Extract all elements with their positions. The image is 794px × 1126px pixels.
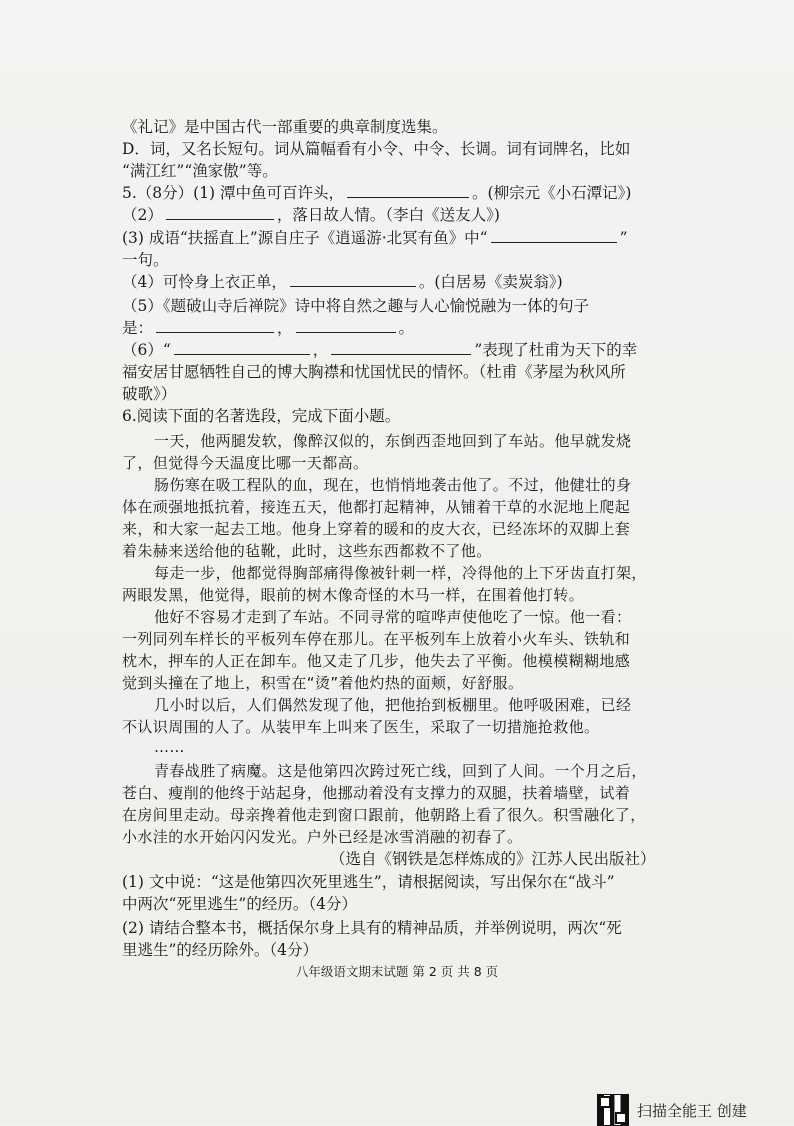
text-line: （5）《题破山寺后禅院》诗中将自然之趣与人心愉悦融为一体的句子 (122, 297, 590, 315)
question-6-1: (1) 文中说：“这是他第四次死里逃生”，请根据阅读，写出保尔在“战斗” (122, 873, 615, 891)
question-6-2: (2) 请结合整本书，概括保尔身上具有的精神品质，并举例说明，两次“死 (122, 919, 622, 937)
passage-line: 枕木，押车的人正在卸车。他又走了几步，他失去了平衡。他模模糊糊地感 (122, 652, 631, 670)
q5-5-period: 。 (398, 319, 415, 337)
question-5-2 (122, 204, 500, 226)
answer-blank[interactable] (156, 317, 274, 333)
passage-line: 一列同列车样长的平板列车停在那儿。在平板列车上放着小火车头、铁轨和 (122, 630, 631, 648)
passage-line: 在房间里走动。母亲搀着他走到窗口跟前，他朝路上看了很久。积雪融化了， (122, 806, 646, 824)
q5-3-quote-end: ” (619, 229, 628, 247)
q5-6-text: ”表现了杜甫为天下的幸 (474, 341, 638, 359)
text-line: 一句。 (122, 251, 169, 269)
q5-5-comma: ， (277, 319, 293, 337)
q5-2-num: （2） (122, 206, 163, 224)
text-line: 破歌》） (122, 385, 177, 403)
text-line: “满江红”“渔家傲”等。 (122, 162, 278, 180)
question-5-6 (122, 339, 637, 361)
scanner-watermark: 扫描全能王 创建 (637, 1102, 747, 1120)
text-line: 《礼记》是中国古代一部重要的典章制度选集。 (122, 118, 448, 136)
passage-line: 两眼发黑，他觉得，眼前的树木像奇怪的木马一样，在围着他打转。 (122, 586, 585, 604)
passage-line: 肠伤寒在吸工程队的血，现在，也悄悄地袭击他了。不过，他健壮的身 (154, 476, 632, 494)
q5-1-source: 。(柳宗元《小石潭记》) (472, 184, 632, 202)
question-5-3 (122, 227, 628, 249)
answer-blank[interactable] (491, 227, 617, 243)
q5-2-text: ，落日故人情。（李白《送友人》) (276, 206, 500, 224)
q5-1-text: 5.（8分）(1) 潭中鱼可百许头， (122, 184, 345, 202)
answer-blank[interactable] (331, 339, 471, 355)
answer-blank[interactable] (296, 317, 396, 333)
answer-blank[interactable] (166, 204, 274, 220)
page-footer: 八年级语文期末试题 第 2 页 共 8 页 (295, 964, 499, 979)
question-5-5 (122, 317, 414, 339)
passage-line: 他好不容易才走到了车站。不同寻常的喧哗声使他吃了一惊。他一看： (154, 608, 632, 626)
question-6-1-cont: 中两次“死里逃生”的经历。（4分） (122, 895, 357, 913)
q5-4-source: 。(白居易《卖炭翁》) (418, 273, 563, 291)
passage-line: 着朱赫来送给他的毡靴，此时，这些东西都救不了他。 (122, 542, 492, 560)
passage-line: 苍白、瘦削的他终于站起身，他挪动着没有支撑力的双腿，扶着墙壁，试着 (122, 784, 631, 802)
passage-ellipsis: …… (154, 738, 185, 756)
passage-line: 不认识周围的人了。从装甲车上叫来了医生，采取了一切措施抢救他。 (122, 718, 600, 736)
question-6-heading: 6.阅读下面的名著选段，完成下面小题。 (122, 407, 401, 425)
q5-5-label: 是： (122, 319, 154, 337)
passage-line: 几小时以后，人们偶然发现了他，把他抬到板棚里。他呼吸困难，已经 (154, 696, 632, 714)
passage-source: （选自《钢铁是怎样炼成的》江苏人民出版社） (330, 850, 656, 868)
q5-6-num: （6）“ (122, 341, 171, 359)
passage-line: 小水洼的水开始闪闪发光。户外已经是冰雪消融的初春了。 (122, 828, 523, 846)
passage-line: 了，但觉得今天温度比哪一天都高。 (122, 454, 369, 472)
passage-line: 一天，他两腿发软，像醉汉似的，东倒西歪地回到了车站。他早就发烧 (154, 432, 632, 450)
passage-line: 来，和大家一起去工地。他身上穿着的暖和的皮大衣，已经冻坏的双脚上套 (122, 520, 631, 538)
passage-line: 每走一步，他都觉得胸部痛得像被针刺一样，冷得他的上下牙齿直打架， (154, 564, 647, 582)
q5-6-comma: ， (312, 341, 329, 359)
q5-3-text: (3) 成语“扶摇直上”源自庄子《逍遥游·北冥有鱼》中“ (122, 229, 488, 247)
passage-line: 体在顽强地抵抗着，接连五天，他都打起精神，从铺着干草的水泥地上爬起 (122, 498, 631, 516)
question-5-1 (122, 182, 631, 204)
passage-line: 觉到头撞在了地上，积雪在“烫”着他灼热的面颊，好舒服。 (122, 674, 524, 692)
answer-blank[interactable] (174, 339, 310, 355)
q5-4-text: （4）可怜身上衣正单， (122, 273, 287, 291)
question-5-4 (122, 271, 563, 293)
text-line: D．词，又名长短句。词从篇幅看有小令、中令、长调。词有词牌名，比如 (122, 140, 631, 158)
answer-blank[interactable] (347, 182, 469, 198)
qr-code-icon (597, 1094, 629, 1126)
question-6-2-cont: 里逃生”的经历除外。（4分） (122, 941, 319, 959)
text-line: 福安居甘愿牺牲自己的博大胸襟和忧国忧民的情怀。（杜甫《茅屋为秋风所 (122, 363, 626, 381)
answer-blank[interactable] (290, 271, 416, 287)
passage-line: 青春战胜了病魔。这是他第四次跨过死亡线，回到了人间。一个月之后， (154, 762, 647, 780)
